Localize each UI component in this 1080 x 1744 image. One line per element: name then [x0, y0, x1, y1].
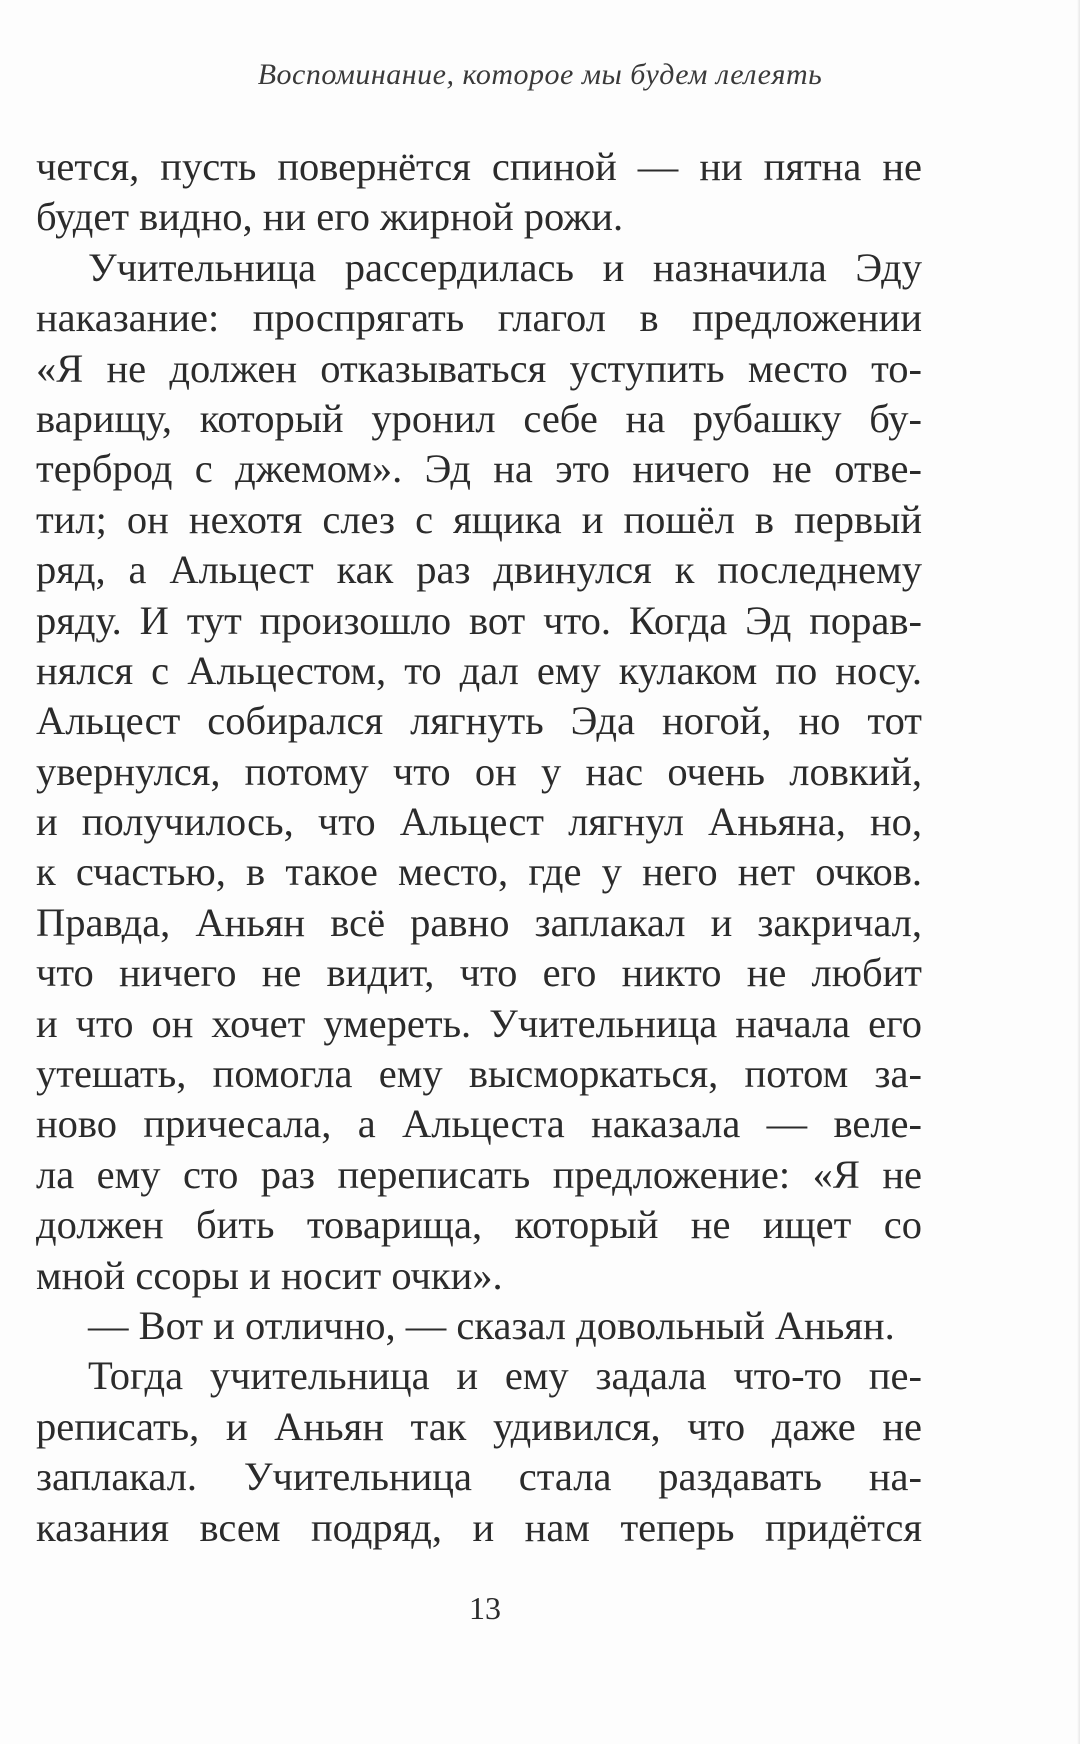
paragraph-start-line: Учительница рассердилась и назначила Эду	[88, 244, 922, 290]
text-line: ново причесала, а Альцеста наказала — веле-	[36, 1101, 922, 1147]
text-line: чется, пусть повернётся спиной — ни пятна не	[36, 144, 922, 189]
text-line: мной ссоры и носит очки».	[36, 1252, 503, 1298]
text-line: казания всем подряд, и нам теперь придётся	[36, 1504, 922, 1550]
text-line: ла ему сто раз переписать предложение: «Я не	[36, 1151, 922, 1197]
paragraph-start-line: Тогда учительница и ему задала что-то пе-	[88, 1353, 922, 1399]
page-number: 13	[469, 1590, 501, 1626]
text-line: Правда, Аньян всё равно заплакал и закричал,	[36, 899, 922, 945]
text-line: и что он хочет умереть. Учительница начала его	[36, 1000, 922, 1046]
text-line: должен бить товарища, который не ищет со	[36, 1202, 922, 1248]
text-line: «Я не должен отказываться уступить место то-	[36, 345, 922, 391]
text-line: терброд с джемом». Эд на это ничего не отве-	[36, 446, 922, 492]
text-line: и получилось, что Альцест лягнул Аньяна, но,	[36, 799, 922, 845]
text-line: ряду. И тут произошло вот что. Когда Эд порав-	[36, 597, 922, 643]
text-line: к счастью, в такое место, где у него нет очков.	[36, 849, 922, 895]
text-line: тил; он нехотя слез с ящика и пошёл в первый	[36, 496, 922, 542]
dialogue-line: — Вот и отлично, — сказал довольный Аньян.	[88, 1302, 895, 1348]
text-line: увернулся, потому что он у нас очень ловкий,	[36, 748, 922, 794]
text-line: наказание: проспрягать глагол в предложении	[36, 295, 922, 341]
text-line: Альцест собирался лягнуть Эда ногой, но тот	[36, 698, 922, 744]
text-line: что ничего не видит, что его никто не любит	[36, 950, 922, 996]
running-header: Воспоминание, которое мы будем лелеять	[257, 58, 823, 91]
text-line: варищу, который уронил себе на рубашку бу-	[36, 395, 922, 441]
text-line: будет видно, ни его жирной рожи.	[36, 194, 624, 240]
text-line: нялся с Альцестом, то дал ему кулаком по носу.	[36, 647, 922, 693]
text-line: утешать, помогла ему высморкаться, потом за-	[36, 1051, 922, 1097]
text-line: ряд, а Альцест как раз двинулся к последнему	[36, 547, 922, 593]
text-line: заплакал. Учительница стала раздавать на-	[36, 1454, 922, 1500]
text-line: реписать, и Аньян так удивился, что даже не	[36, 1403, 922, 1449]
body-text	[36, 142, 922, 1553]
